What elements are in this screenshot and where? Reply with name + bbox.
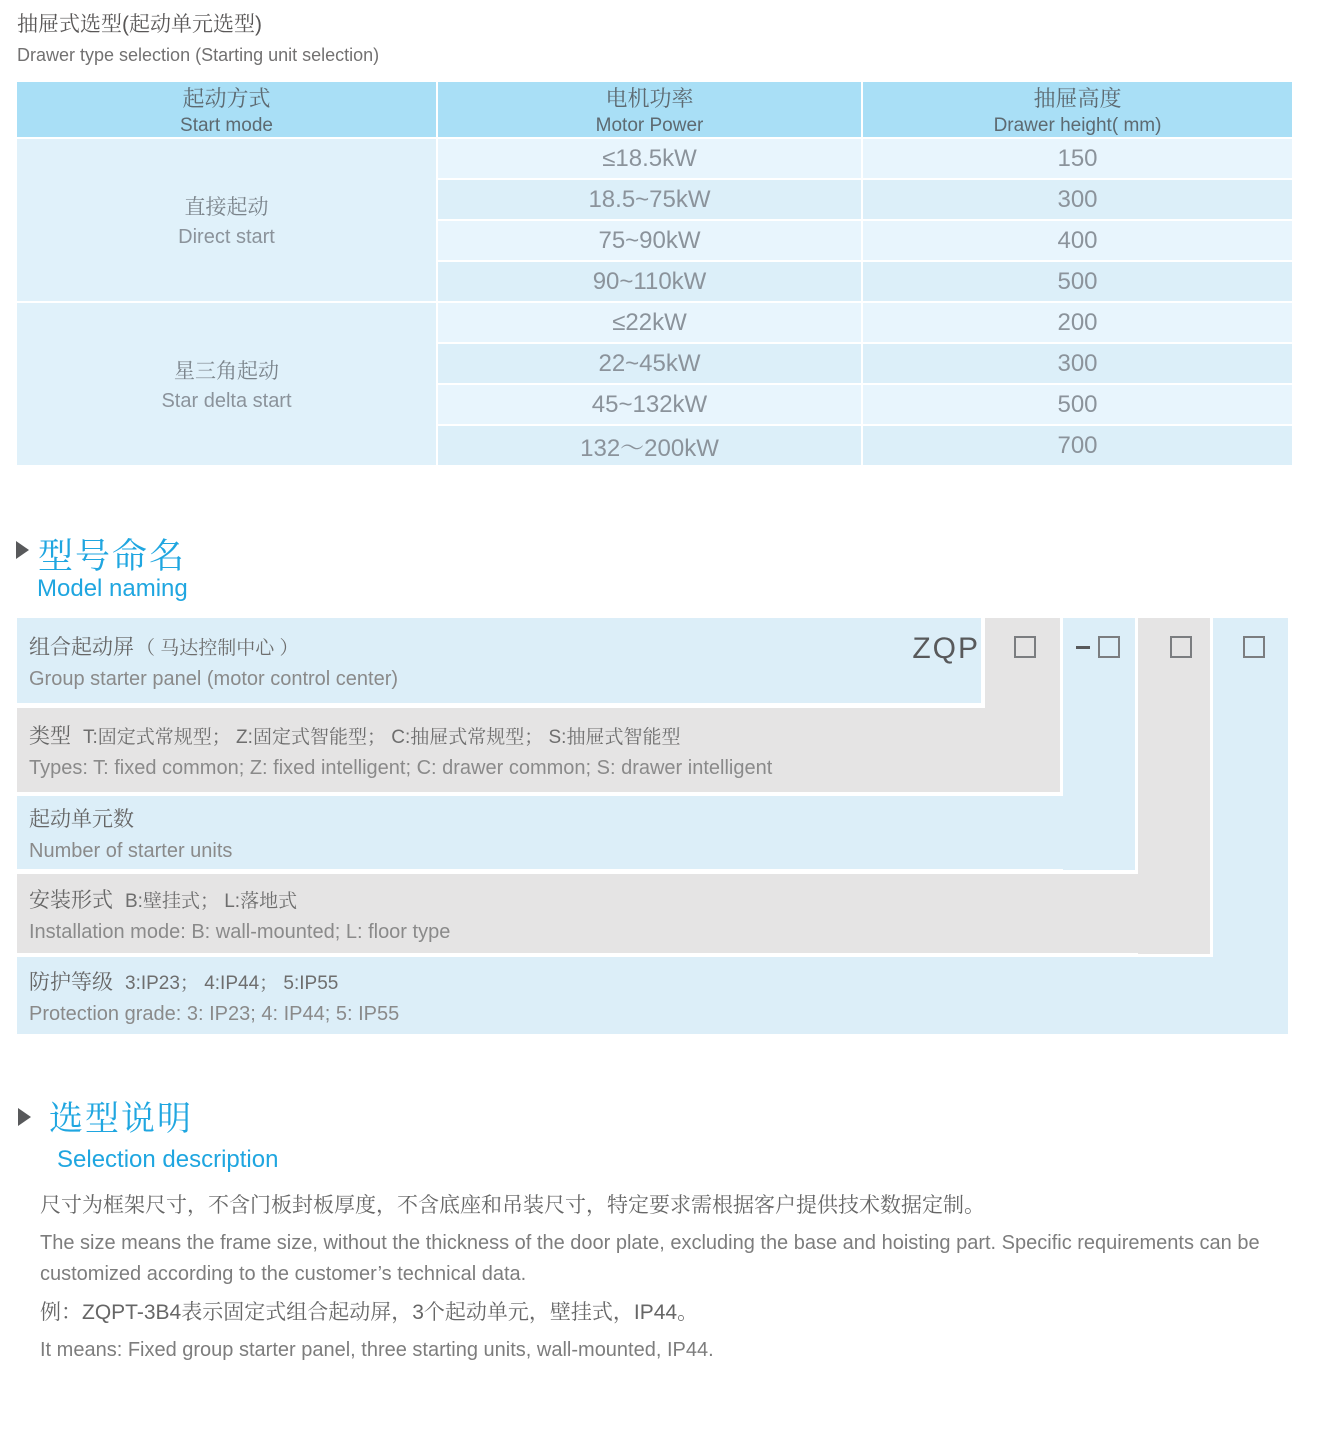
power-cell: 90~110kW xyxy=(438,262,861,301)
model-row-4-zh-detail: B:壁挂式； L:落地式 xyxy=(125,890,298,912)
height-cell: 400 xyxy=(863,221,1292,260)
model-row-1-zh-detail: （ 马达控制中心 ） xyxy=(136,637,299,659)
model-row-4-en: Installation mode: B: wall-mounted; L: floor type xyxy=(29,920,451,943)
model-row-3-zh: 起动单元数 xyxy=(29,807,134,831)
model-row-1-en: Group starter panel (motor control center) xyxy=(29,667,399,690)
model-code-prefix: ZQP xyxy=(912,632,980,665)
model-row-4-zh: 安装形式 xyxy=(29,888,113,912)
height-cell: 300 xyxy=(863,344,1292,383)
start-mode-cell: 直接起动 Direct start xyxy=(17,139,436,301)
height-cell: 500 xyxy=(863,262,1292,301)
page-title-zh: 抽屉式选型(起动单元选型) xyxy=(17,13,262,36)
model-naming-title: 型号命名 xyxy=(38,537,187,576)
power-cell: ≤22kW xyxy=(438,303,861,342)
model-code-box-2 xyxy=(1098,636,1120,658)
power-cell: 22~45kW xyxy=(438,344,861,383)
table-body xyxy=(17,139,1292,465)
power-cell: 75~90kW xyxy=(438,221,861,260)
description-line: 例：ZQPT-3B4表示固定式组合起动屏，3个起动单元，壁挂式，IP44。 xyxy=(40,1301,699,1324)
model-row-type xyxy=(17,708,1060,792)
height-cell: 500 xyxy=(863,385,1292,424)
model-code-box-4 xyxy=(1243,636,1265,658)
power-cell: 18.5~75kW xyxy=(438,180,861,219)
page-title-en: Drawer type selection (Starting unit selection) xyxy=(17,45,380,65)
description-line: 尺寸为框架尺寸，不含门板封板厚度，不含底座和吊装尺寸，特定要求需根据客户提供技术数据定制。 xyxy=(40,1194,985,1217)
model-row-starter-units xyxy=(17,796,1135,869)
description-line: It means: Fixed group starter panel, three starting units, wall-mounted, IP44. xyxy=(40,1339,714,1361)
height-cell: 200 xyxy=(863,303,1292,342)
model-row-2-zh-detail: T:固定式常规型； Z:固定式智能型； C:抽屉式常规型； S:抽屉式智能型 xyxy=(83,727,681,748)
selection-description-subtitle: Selection description xyxy=(57,1146,279,1173)
model-row-installation-mode xyxy=(17,874,1210,953)
height-cell: 300 xyxy=(863,180,1292,219)
height-cell: 700 xyxy=(863,426,1292,465)
model-row-5-en: Protection grade: 3: IP23; 4: IP44; 5: IP55 xyxy=(29,1002,400,1025)
table-row xyxy=(17,139,1292,178)
power-cell: ≤18.5kW xyxy=(438,139,861,178)
model-row-5-zh-detail: 3:IP23； 4:IP44； 5:IP55 xyxy=(125,972,339,994)
column-header-1: 起动方式 Start mode xyxy=(17,82,436,137)
model-naming-subtitle: Model naming xyxy=(37,575,188,602)
table-row xyxy=(17,303,1292,342)
selection-description-title: 选型说明 xyxy=(49,1100,193,1138)
height-cell: 150 xyxy=(863,139,1292,178)
model-row-protection-grade xyxy=(17,957,1288,1034)
model-code-box-1 xyxy=(1014,636,1036,658)
model-row-2-en: Types: T: fixed common; Z: fixed intelligent; C: drawer common; S: drawer intelligent xyxy=(29,757,773,779)
start-mode-cell: 星三角起动 Star delta start xyxy=(17,303,436,465)
model-row-3-en: Number of starter units xyxy=(29,839,233,862)
section-bullet-icon xyxy=(18,1108,31,1126)
table-header xyxy=(17,82,1292,137)
power-cell: 132～200kW xyxy=(438,426,861,465)
column-header-3: 抽屉高度 Drawer height( mm) xyxy=(863,82,1292,137)
model-row-group-starter-panel xyxy=(17,618,981,703)
model-row-2-zh: 类型 xyxy=(29,725,71,748)
section-bullet-icon xyxy=(16,541,29,559)
column-header-2: 电机功率 Motor Power xyxy=(438,82,861,137)
dash-icon xyxy=(1076,646,1090,649)
description-line: The size means the frame size, without the thickness of the door plate, excluding the base and hoisting part. Specific requirements can be customized according to the customer’s technical data. xyxy=(40,1232,1260,1285)
selection-description-text xyxy=(40,1190,1292,1373)
drawer-selection-table xyxy=(15,80,1294,467)
model-row-1-zh: 组合起动屏 xyxy=(29,635,134,659)
model-row-5-zh: 防护等级 xyxy=(29,970,113,994)
model-code-box-3 xyxy=(1170,636,1192,658)
page-title xyxy=(17,8,379,66)
power-cell: 45~132kW xyxy=(438,385,861,424)
